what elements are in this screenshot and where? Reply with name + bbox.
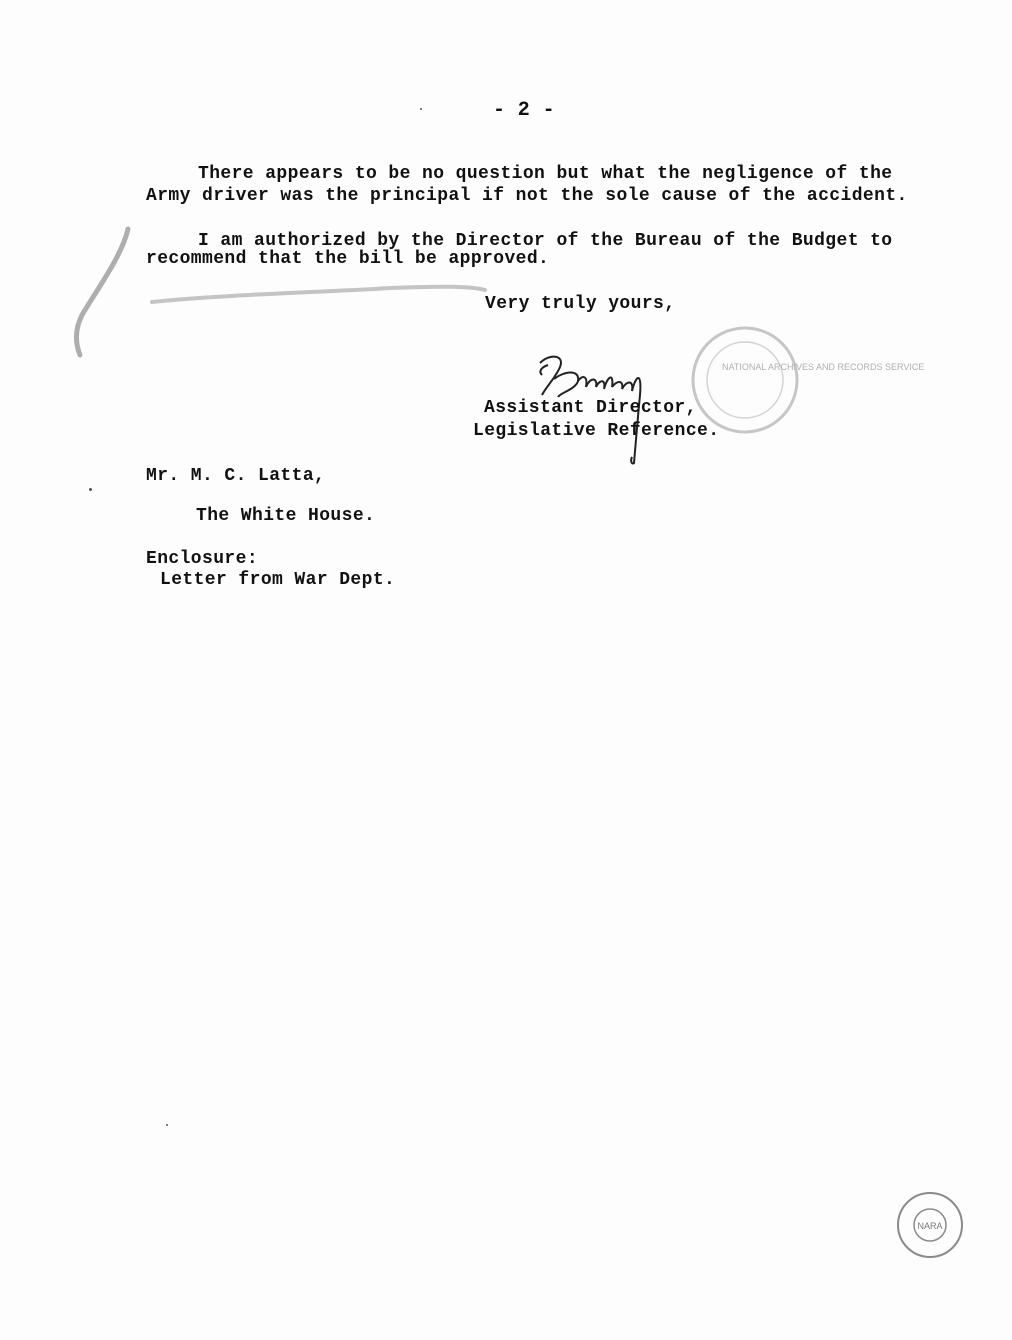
paragraph-2-line-2: recommend that the bill be approved. [146,249,550,269]
closing: Very truly yours, [485,294,676,314]
signer-title-line-1: Assistant Director, [484,398,697,418]
paragraph-1-line-1: There appears to be no question but what the negligence of the [198,164,893,184]
paper-speck [420,108,422,110]
signer-title-line-2: Legislative Reference. [473,421,720,441]
nara-stamp-center: NARA [917,1221,943,1231]
pencil-margin-mark [70,225,140,365]
paper-speck [166,1124,168,1126]
paragraph-1-line-2: Army driver was the principal if not the sole cause of the accident. [146,186,908,206]
page-number: - 2 - [493,99,556,122]
enclosure-label: Enclosure: [146,549,259,569]
stamp-line-2: NATIONAL ARCHIVES AND RECORDS SERVICE [722,362,925,372]
paper-speck [89,488,92,491]
archive-stamp [680,320,925,440]
nara-stamp [895,1190,965,1260]
addressee-place: The White House. [196,506,376,526]
enclosure-item: Letter from War Dept. [160,570,396,590]
paragraph-2-line-1: I am authorized by the Director of the Bureau of the Budget to [198,231,893,251]
addressee-name: Mr. M. C. Latta, [146,466,326,486]
pencil-stroke [150,284,490,308]
